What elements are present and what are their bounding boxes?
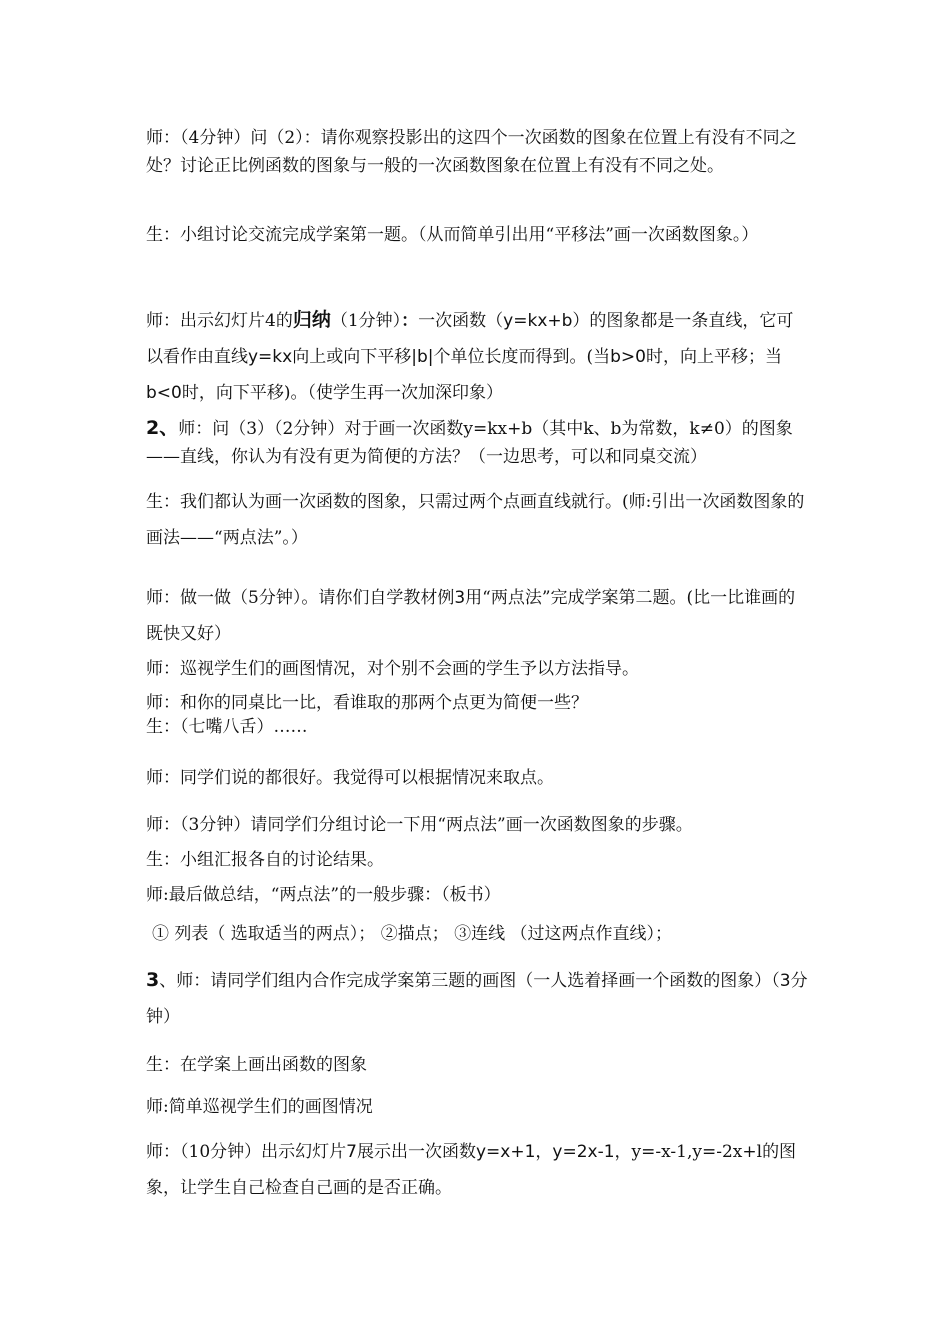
paragraph-group-discussion (146, 811, 810, 839)
paragraph-question-3 (146, 414, 810, 471)
text: 生：我们都认为画一次函数的图象，只需过两个点画直线就行。(师:引出一次函数图象的画法——“两点法”。） (146, 492, 805, 548)
paragraph-group-drawing (146, 962, 810, 1035)
paragraph-student-discussion (146, 221, 810, 249)
slide-number: 7 (346, 1142, 357, 1162)
text: 个单位长度而得到。(当 (433, 347, 611, 367)
formula: b<0 (146, 383, 182, 403)
paragraph-summary-steps (146, 881, 810, 909)
paragraph-group-report (146, 846, 810, 874)
text: 师：同学们说的都很好。我觉得可以根据情况来取点。 (146, 768, 554, 788)
section-number: 3 (146, 969, 160, 991)
text: 向上或向下平移 (292, 347, 412, 367)
text: ① 列表（ 选取适当的两点）； ②描点； ③连线 （过这两点作直线）； (152, 924, 673, 944)
paragraph-slide-7 (146, 1134, 810, 1206)
formula: y=x+1，y=2x-1， (475, 1142, 632, 1162)
text: 师:最后做总结，“两点法”的一般步骤：（板书） (146, 885, 501, 905)
text: 时，向下平移)。（使学生再一次加深印象） (181, 383, 503, 403)
text: 师：巡视学生们的画图情况，对个别不会画的学生予以方法指导。 (146, 659, 639, 679)
text: 用“两点法”完成学案第二题。(比一比谁画的既快又好） (146, 588, 796, 644)
formula: y=kx (248, 347, 293, 367)
formula: b>0 (610, 347, 646, 367)
text: 生：在学案上画出函数的图象 (146, 1055, 367, 1075)
text: ）的图象都是一条直线，它可以看作由直线 (146, 311, 794, 367)
text: 一次函数（ (418, 311, 504, 331)
text: （1分钟） (330, 311, 402, 331)
text: 师:简单巡视学生们的画图情况 (146, 1097, 373, 1117)
paragraph-two-point-method (146, 484, 810, 556)
paragraph-choose-points (146, 764, 810, 792)
paragraph-teacher-question-2 (146, 124, 810, 180)
example-number: 3 (454, 588, 466, 608)
text: 分钟） (146, 971, 808, 1027)
text: 生：（七嘴八舌）…… (146, 717, 308, 737)
text: 的图象，让学生自己检查自己画的是否正确。 (146, 1142, 797, 1198)
paragraph-draw-on-sheet (146, 1051, 810, 1079)
text: 师：（4分钟）问（2）：请你观察投影出的这四个一次函数的图象在位置上有没有不同之处？讨论正比例函数的图象与一般的一次函数图象在位置上有没有不同之处。 (146, 128, 797, 176)
paragraph-summary-slide-4 (146, 302, 810, 411)
paragraph-brief-patrol (146, 1093, 810, 1121)
text: 生：小组讨论交流完成学案第一题。（从而简单引出用“平移法”画一次函数图象。） (146, 225, 759, 245)
colon: ： (401, 311, 419, 331)
summary-heading: 归纳 (292, 309, 331, 331)
text: 师：做一做（5分钟）。请你们自学教材例 (146, 588, 455, 608)
paragraph-steps-list (152, 920, 816, 948)
paragraph-compare (146, 691, 810, 739)
minutes: 3 (779, 971, 791, 991)
section-number: 2、 (146, 417, 179, 439)
paragraph-try-it (146, 580, 810, 652)
text: 师：问（3）（2分钟）对于画一次函数y=kx+b（其中k、b为常数，k≠0）的图象——直线，你认为有没有更为简便的方法？（一边思考，可以和同桌交流） (146, 419, 793, 467)
text: 师：（10分钟）出示幻灯片 (146, 1142, 347, 1162)
formula: y=kx+b (503, 311, 573, 331)
text: 时，向上平移；当 (645, 347, 782, 367)
text: 生：小组汇报各自的讨论结果。 (146, 850, 384, 870)
text: 师：（3分钟）请同学们分组讨论一下用“两点法”画一次函数图象的步骤。 (146, 815, 693, 835)
text: 师：出示幻灯片4的 (146, 311, 293, 331)
text: 师：和你的同桌比一比，看谁取的那两个点更为简便一些？ (146, 693, 588, 713)
text: 、师：请同学们组内合作完成学案第三题的画图（一人选着择画一个函数的图象）（ (159, 971, 780, 991)
formula: y=-x-1,y=-2x+l (631, 1142, 763, 1162)
paragraph-teacher-patrol (146, 655, 810, 683)
text: 展示出一次函数 (356, 1142, 476, 1162)
formula: |b| (411, 347, 434, 367)
